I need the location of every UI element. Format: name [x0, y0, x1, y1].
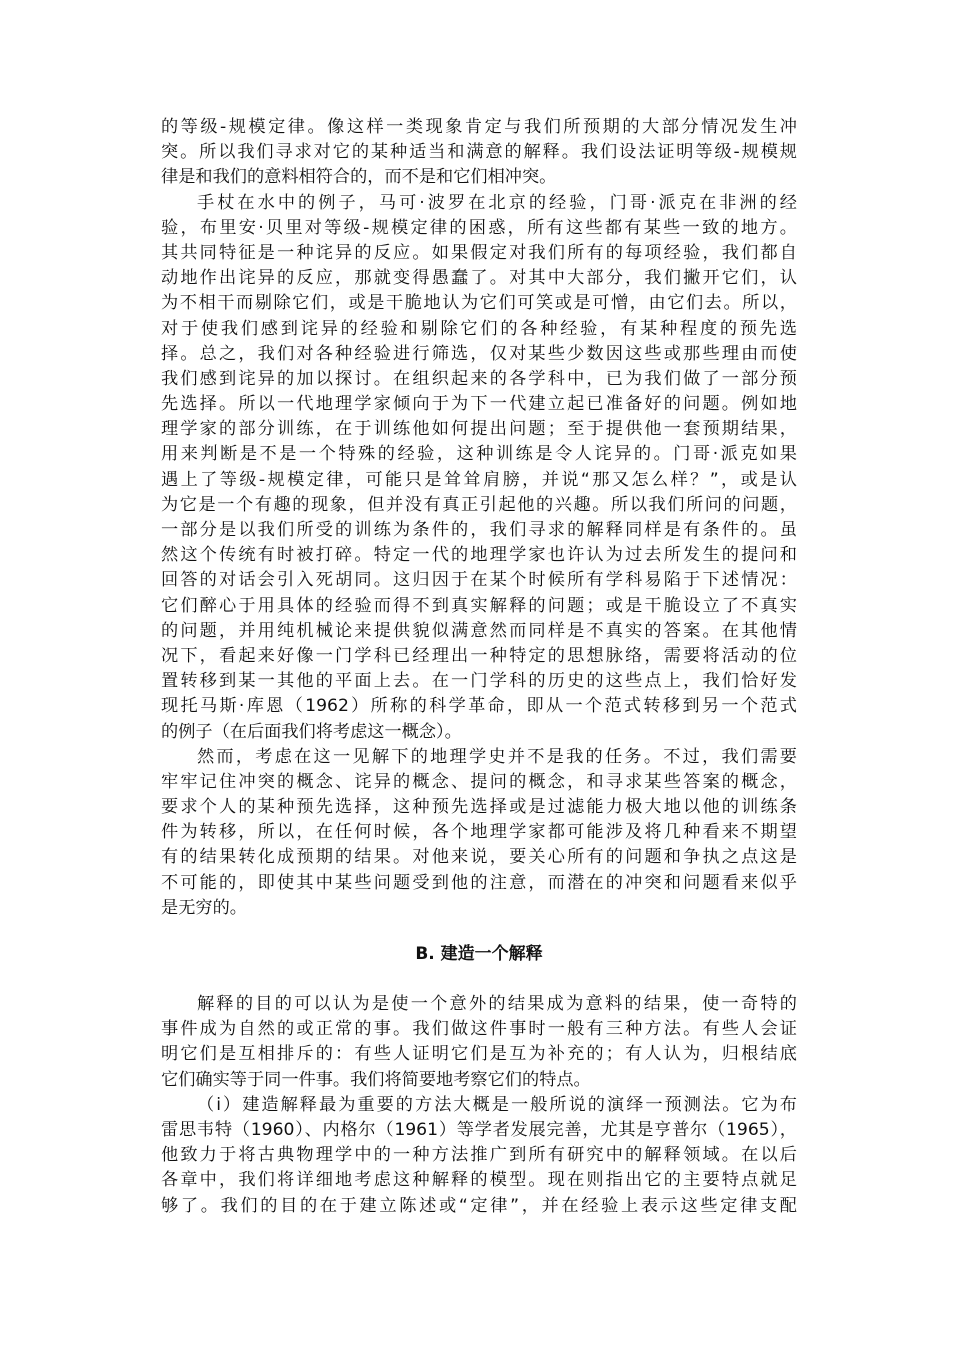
text-line: 回答的对话会引入死胡同。这归因于在某个时候所有学科易陷于下述情况：	[161, 570, 797, 591]
text-line: 为它是一个有趣的现象，但并没有真正引起他的兴趣。所以我们所问的问题，	[161, 494, 797, 515]
text-line: 律是和我们的意料相符合的，而不是和它们相冲突。	[161, 167, 557, 188]
paragraph	[161, 115, 797, 191]
text-line: 遇上了等级-规模定律，可能只是耸耸肩膀，并说“那又怎么样？”，或是认	[161, 469, 797, 490]
text-line: 用来判断是不是一个特殊的经验，这种训练是令人诧异的。门哥·派克如果	[161, 444, 797, 465]
text-line: 各章中，我们将详细地考虑这种解释的模型。现在则指出它的主要特点就足	[161, 1170, 797, 1191]
text-line: 解释的目的可以认为是使一个意外的结果成为意料的结果，使一奇特的	[197, 994, 797, 1014]
paragraph	[161, 992, 797, 1093]
paragraph	[161, 191, 797, 745]
text-line: （i）建造解释最为重要的方法大概是一般所说的演绎一预测法。它为布	[197, 1094, 797, 1115]
text-line: 然而，考虑在这一见解下的地理学史并不是我的任务。不过，我们需要	[197, 746, 797, 767]
text-line: 我们感到诧异的加以探讨。在组织起来的各学科中，已为我们做了一部分预	[161, 368, 797, 389]
text-line: 件为转移，所以，在任何时候，各个地理学家都可能涉及将几种看来不期望	[161, 822, 797, 843]
text-line: 为不相干而剔除它们，或是干脆地认为它们可笑或是可憎，由它们去。所以，	[161, 293, 797, 314]
text-line: 他致力于将古典物理学中的一种方法推广到所有研究中的解释领域。在以后	[161, 1145, 797, 1166]
text-line: 明它们是互相排斥的：有些人证明它们是互为补充的；有人认为，归根结底	[161, 1044, 797, 1065]
text-line: 现托马斯·库恩（1962）所称的科学革命，即从一个范式转移到另一个范式	[161, 696, 797, 717]
text-line: 对于使我们感到诧异的经验和剔除它们的各种经验，有某种程度的预先选	[161, 318, 797, 339]
paragraph	[161, 745, 797, 921]
text-line: 置转移到某一其他的平面上去。在一门学科的历史的这些点上，我们恰好发	[161, 671, 797, 692]
text-line: 不可能的，即使其中某些问题受到他的注意，而潜在的冲突和问题看来似乎	[161, 872, 797, 893]
text-line: 其共同特征是一种诧异的反应。如果假定对我们所有的每项经验，我们都自	[161, 242, 797, 263]
text-line: 要求个人的某种预先选择，这种预先选择或是过滤能力极大地以他的训练条	[161, 797, 797, 818]
text-line: 突。所以我们寻求对它的某种适当和满意的解释。我们设法证明等级-规模规	[161, 142, 797, 163]
text-line: 的等级-规模定律。像这样一类现象肯定与我们所预期的大部分情况发生冲	[161, 117, 797, 137]
text-line: 雷思韦特（1960）、内格尔（1961）等学者发展完善，尤其是亨普尔（1965），	[161, 1119, 797, 1140]
text-line: 的问题，并用纯机械论来提供貌似满意然而同样是不真实的答案。在其他情	[161, 620, 797, 641]
text-line: 事件成为自然的或正常的事。我们做这件事时一般有三种方法。有些人会证	[161, 1019, 797, 1040]
document-page	[161, 115, 797, 1219]
text-line: 然这个传统有时被打碎。特定一代的地理学家也许认为过去所发生的提问和	[161, 545, 797, 566]
text-line: 它们确实等于同一件事。我们将简要地考察它们的特点。	[161, 1069, 591, 1090]
text-line: 验，布里安·贝里对等级-规模定律的困惑，所有这些都有某些一致的地方。	[161, 217, 797, 238]
text-line: 况下，看起来好像一门学科已经理出一种特定的思想脉络，需要将活动的位	[161, 645, 797, 666]
text-line: 动地作出诧异的反应，那就变得愚蠢了。对其中大部分，我们撇开它们，认	[161, 268, 797, 289]
text-line: 择。总之，我们对各种经验进行筛选，仅对某些少数因这些或那些理由而使	[161, 343, 797, 364]
text-line: 够了。我们的目的在于建立陈述或“定律”，并在经验上表示这些定律支配	[161, 1195, 797, 1216]
text-line: 的例子（在后面我们将考虑这一概念）。	[161, 721, 462, 742]
text-line: 有的结果转化成预期的结果。对他来说，要关心所有的问题和争执之点这是	[161, 847, 797, 868]
text-line: 它们醉心于用具体的经验而得不到真实解释的问题；或是干脆设立了不真实	[161, 595, 797, 616]
text-line: 理学家的部分训练，在于训练他如何提出问题；至于提供他一套预期结果，	[161, 419, 797, 440]
text-line: 手杖在水中的例子，马可·波罗在北京的经验，门哥·派克在非洲的经	[197, 192, 797, 213]
section-heading: B. 建造一个解释	[415, 944, 543, 964]
text-line: 牢牢记住冲突的概念、诧异的概念、提问的概念，和寻求某些答案的概念，	[161, 771, 797, 792]
text-line: 先选择。所以一代地理学家倾向于为下一代建立起已准备好的问题。例如地	[161, 394, 797, 415]
text-line: 是无穷的。	[161, 897, 247, 918]
paragraph	[161, 1093, 797, 1219]
text-line: 一部分是以我们所受的训练为条件的，我们寻求的解释同样是有条件的。虽	[161, 520, 797, 540]
